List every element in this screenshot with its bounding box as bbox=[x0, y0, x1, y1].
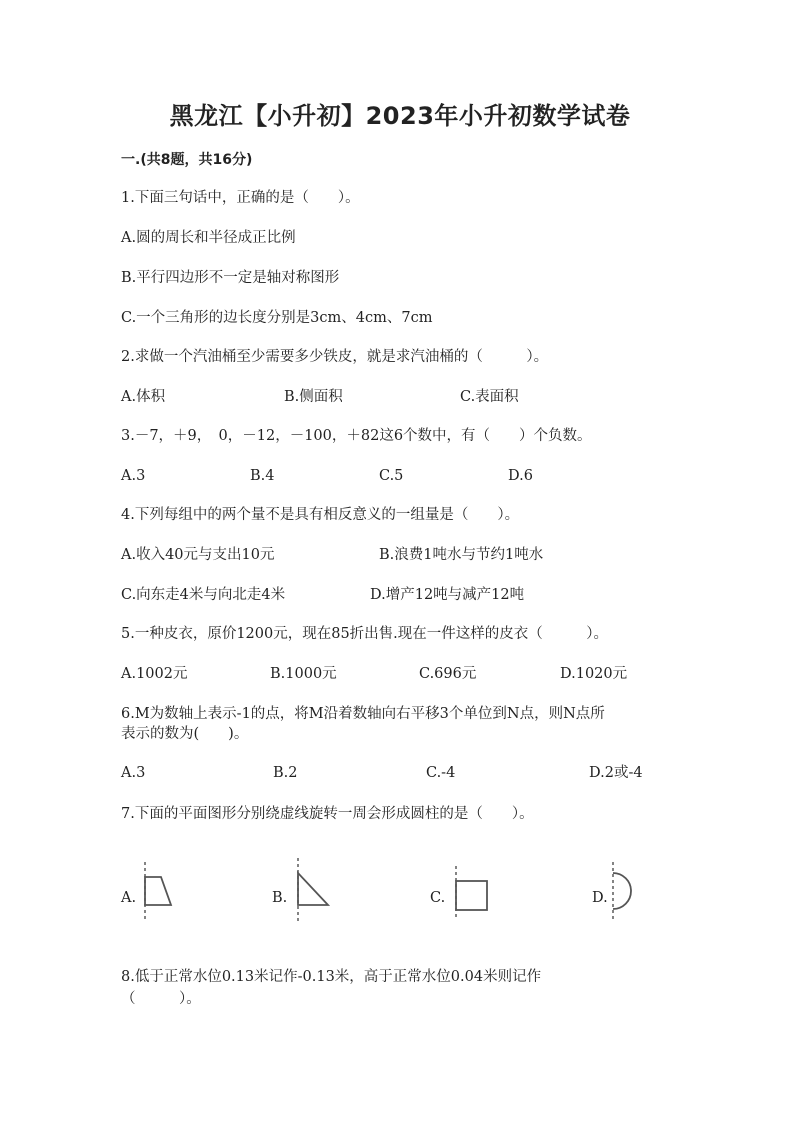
question-4-option-c[interactable]: C.向东走4米与向北走4米 bbox=[121, 587, 286, 603]
trapezoid-icon bbox=[136, 860, 176, 922]
question-4-option-d[interactable]: D.增产12吨与减产12吨 bbox=[370, 587, 525, 603]
question-7-option-c[interactable]: C. bbox=[430, 890, 446, 906]
question-6-stem: 6.M为数轴上表示-1的点，将M沿着数轴向右平移3个单位到N点，则N点所 bbox=[121, 706, 605, 722]
question-6-option-a[interactable]: A.3 bbox=[121, 765, 146, 781]
semicircle-icon bbox=[606, 860, 640, 924]
right-triangle-icon bbox=[288, 856, 334, 924]
question-7-option-a[interactable]: A. bbox=[121, 890, 137, 906]
page-title: 黑龙江【小升初】2023年小升初数学试卷 bbox=[169, 102, 631, 130]
question-2-stem: 2.求做一个汽油桶至少需要多少铁皮，就是求汽油桶的（ ）。 bbox=[121, 349, 549, 365]
question-6-stem-continued: 表示的数为( )。 bbox=[121, 726, 249, 742]
question-3-option-c[interactable]: C.5 bbox=[379, 468, 404, 484]
question-7-option-d[interactable]: D. bbox=[592, 890, 608, 906]
section-heading: 一.(共8题，共16分) bbox=[121, 152, 253, 168]
question-8-stem: 8.低于正常水位0.13米记作-0.13米，高于正常水位0.04米则记作 bbox=[121, 969, 542, 985]
question-5-option-a[interactable]: A.1002元 bbox=[121, 666, 188, 682]
question-6-option-b[interactable]: B.2 bbox=[273, 765, 298, 781]
question-6-option-c[interactable]: C.-4 bbox=[426, 765, 456, 781]
question-5-option-c[interactable]: C.696元 bbox=[419, 666, 477, 682]
question-5-stem: 5.一种皮衣，原价1200元，现在85折出售.现在一件这样的皮衣（ ）。 bbox=[121, 626, 609, 642]
question-6-option-d[interactable]: D.2或-4 bbox=[589, 765, 643, 781]
question-3-option-b[interactable]: B.4 bbox=[250, 468, 275, 484]
question-4-stem: 4.下列每组中的两个量不是具有相反意义的一组量是（ ）。 bbox=[121, 507, 520, 523]
question-3-option-a[interactable]: A.3 bbox=[121, 468, 146, 484]
question-2-option-c[interactable]: C.表面积 bbox=[460, 389, 519, 405]
question-1-option-b[interactable]: B.平行四边形不一定是轴对称图形 bbox=[121, 270, 340, 286]
question-5-option-d[interactable]: D.1020元 bbox=[560, 666, 628, 682]
question-3-option-d[interactable]: D.6 bbox=[508, 468, 533, 484]
question-7-stem: 7.下面的平面图形分别绕虚线旋转一周会形成圆柱的是（ ）。 bbox=[121, 806, 534, 822]
question-3-stem: 3.－7，＋9， 0，－12，－100，＋82这6个数中，有（ ）个负数。 bbox=[121, 428, 592, 444]
question-5-option-b[interactable]: B.1000元 bbox=[270, 666, 337, 682]
question-8-stem-continued: （ ）。 bbox=[121, 991, 201, 1007]
question-1-option-c[interactable]: C.一个三角形的边长度分别是3cm、4cm、7cm bbox=[121, 310, 433, 326]
question-4-option-a[interactable]: A.收入40元与支出10元 bbox=[121, 547, 275, 563]
question-4-option-b[interactable]: B.浪费1吨水与节约1吨水 bbox=[379, 547, 544, 563]
question-1-stem: 1.下面三句话中，正确的是（ ）。 bbox=[121, 190, 360, 206]
question-2-option-a[interactable]: A.体积 bbox=[121, 389, 166, 405]
question-1-option-a[interactable]: A.圆的周长和半径成正比例 bbox=[121, 230, 296, 246]
square-icon bbox=[450, 864, 492, 920]
question-2-option-b[interactable]: B.侧面积 bbox=[284, 389, 343, 405]
question-7-option-b[interactable]: B. bbox=[272, 890, 288, 906]
